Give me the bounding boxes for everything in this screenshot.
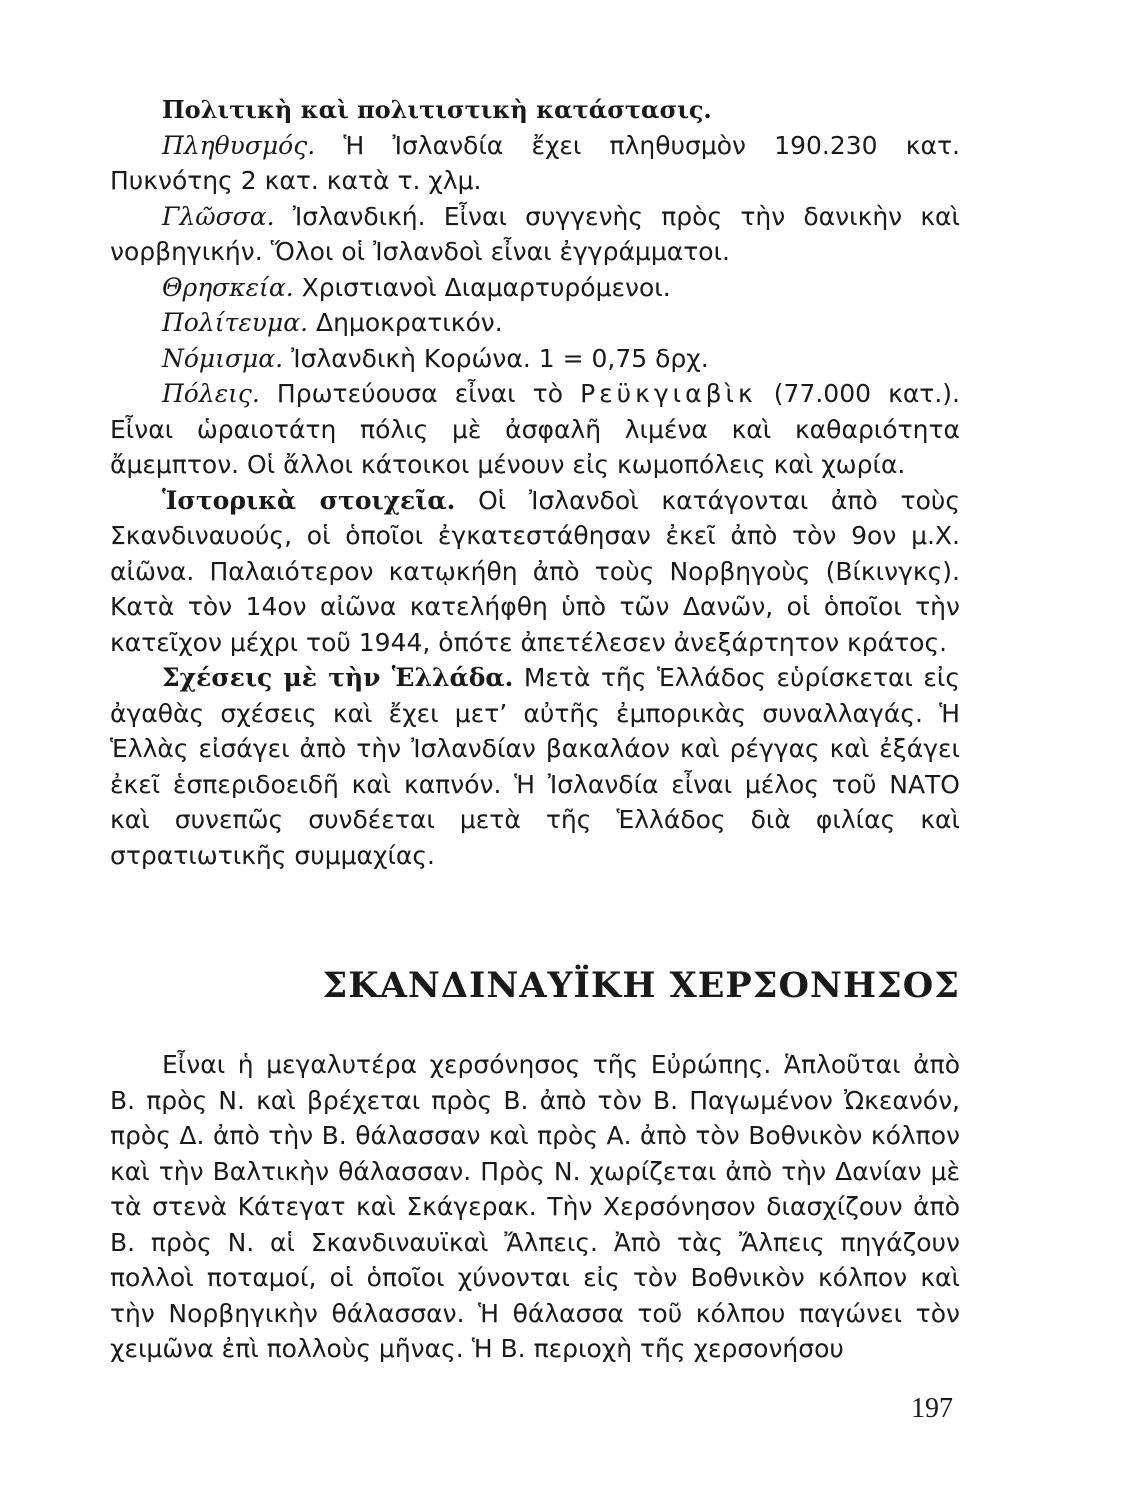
cities-text-before: Πρωτεύουσα εἶναι τὸ (259, 379, 581, 408)
peninsula-paragraph: Εἶναι ἡ μεγαλυτέρα χερσόνησος τῆς Εὐρώπης. Ἁπλοῦται ἀπὸ Β. πρὸς Ν. καὶ βρέχεται πρὸς Β. ἀπὸ τὸν Β. Παγωμένον Ὠκεανόν, πρὸς Δ. ἀπὸ τὴν Β. θάλασσαν καὶ πρὸς Α. ἀπὸ τὸν Βοθνικὸν κόλπον καὶ τὴν Βαλτικὴν θάλασσαν. Πρὸς Ν. χωρίζεται ἀπὸ τὴν Δανίαν μὲ τὰ στενὰ Κάτεγατ καὶ Σκάγερακ. Τὴν Χερσόνησον διασχίζουν ἀπὸ Β. πρὸς Ν. αἱ Σκανδιναυϊκαὶ Ἄλπεις. Ἀπὸ τὰς Ἄλπεις πηγάζουν πολλοὶ ποταμοί, οἱ ὁποῖοι χύνονται εἰς τὸν Βοθνικὸν κόλπον καὶ τὴν Νορβηγικὴν θάλασσαν. Ἡ θάλασσα τοῦ κόλπου παγώνει τὸν χειμῶνα ἐπὶ πολλοὺς μῆνας. Ἡ Β. περιοχὴ τῆς χερσονήσου (110, 1050, 960, 1363)
religion-paragraph (110, 270, 960, 306)
currency-text: Ἰσλανδικὴ Κορώνα. 1 = 0,75 δρχ. (283, 343, 709, 373)
religion-text: Χριστιανοὶ Διαμαρτυρόμενοι. (293, 272, 671, 302)
iceland-section (110, 92, 960, 873)
population-paragraph (110, 128, 960, 199)
cities-paragraph (110, 376, 960, 483)
currency-paragraph (110, 341, 960, 377)
history-label: Ἱστορικὰ στοιχεῖα. (162, 485, 456, 515)
cities-label: Πόλεις. (162, 379, 260, 408)
peninsula-section (110, 1047, 960, 1367)
history-text: Οἱ Ἰσλανδοὶ κατάγονται ἀπὸ τοὺς Σκανδιναυούς, οἱ ὁποῖοι ἐγκατεστάθησαν ἐκεῖ ἀπὸ τὸν 9ον μ.Χ. αἰῶνα. Παλαιότερον κατῳκήθη ἀπὸ τοὺς Νορβηγοὺς (Βίκινγκς). Κατὰ τὸν 14ον αἰῶνα κατελήφθη ὑπὸ τῶν Δανῶν, οἱ ὁποῖοι τὴν κατεῖχον μέχρι τοῦ 1944, ὁπότε ἀπετέλεσεν ἀνεξάρτητον κράτος. (110, 485, 961, 657)
relations-text: Μετὰ τῆς Ἑλλάδος εὑρίσκεται εἰς ἀγαθὰς σχέσεις καὶ ἔχει μετ’ αὐτῆς ἐμπορικὰς συναλλαγάς. Ἡ Ἑλλὰς εἰσάγει ἀπὸ τὴν Ἰσλανδίαν βακαλάον καὶ ρέγγας καὶ ἐξάγει ἐκεῖ ἑσπεριδοειδῆ καὶ καπνόν. Ἡ Ἰσλανδία εἶναι μέλος τοῦ ΝΑΤΟ καὶ συνεπῶς συνδέεται μετὰ τῆς Ἑλλάδος διὰ φιλίας καὶ στρατιωτικῆς συμμαχίας. (110, 663, 960, 870)
government-text: Δημοκρατικόν. (308, 308, 503, 337)
relations-paragraph (110, 660, 960, 873)
government-label: Πολίτευμα. (162, 308, 309, 337)
population-text: Ἡ Ἰσλανδία ἔχει πληθυσμὸν 190.230 κατ. Πυκνότης 2 κατ. κατὰ τ. χλμ. (110, 130, 960, 195)
language-paragraph (110, 199, 960, 270)
language-text: Ἰσλανδική. Εἶναι συγγενὴς πρὸς τὴν δανικὴν καὶ νορβηγικήν. Ὅλοι οἱ Ἰσλανδοὶ εἶναι ἐγγράμματοι. (110, 201, 960, 266)
page-number: 197 (911, 1393, 953, 1424)
relations-label: Σχέσεις μὲ τὴν Ἑλλάδα. (162, 663, 514, 692)
religion-label: Θρησκεία. (162, 272, 294, 302)
language-label: Γλῶσσα. (162, 201, 275, 231)
section-heading: Πολιτικὴ καὶ πολιτιστικὴ κατάστασις. (162, 95, 712, 124)
history-paragraph (110, 483, 960, 661)
population-label: Πληθυσμός. (162, 130, 316, 160)
cities-text-after: (77.000 κατ.). Εἶναι ὡραιοτάτη πόλις μὲ ἀσφαλῆ λιμένα καὶ καθαριότητα ἄμεμπτον. Οἱ ἄλλοι κάτοικοι μένουν εἰς κωμοπόλεις καὶ χωρία. (110, 379, 960, 479)
scandinavian-peninsula-title: ΣΚΑΝΔΙΝΑΥΪΚΗ ΧΕΡΣΟΝΗΣΟΣ (322, 965, 960, 1006)
capital-name: Ρεϋκγιαβὶκ (580, 379, 757, 408)
currency-label: Νόμισμα. (162, 343, 284, 373)
government-paragraph (110, 305, 960, 341)
